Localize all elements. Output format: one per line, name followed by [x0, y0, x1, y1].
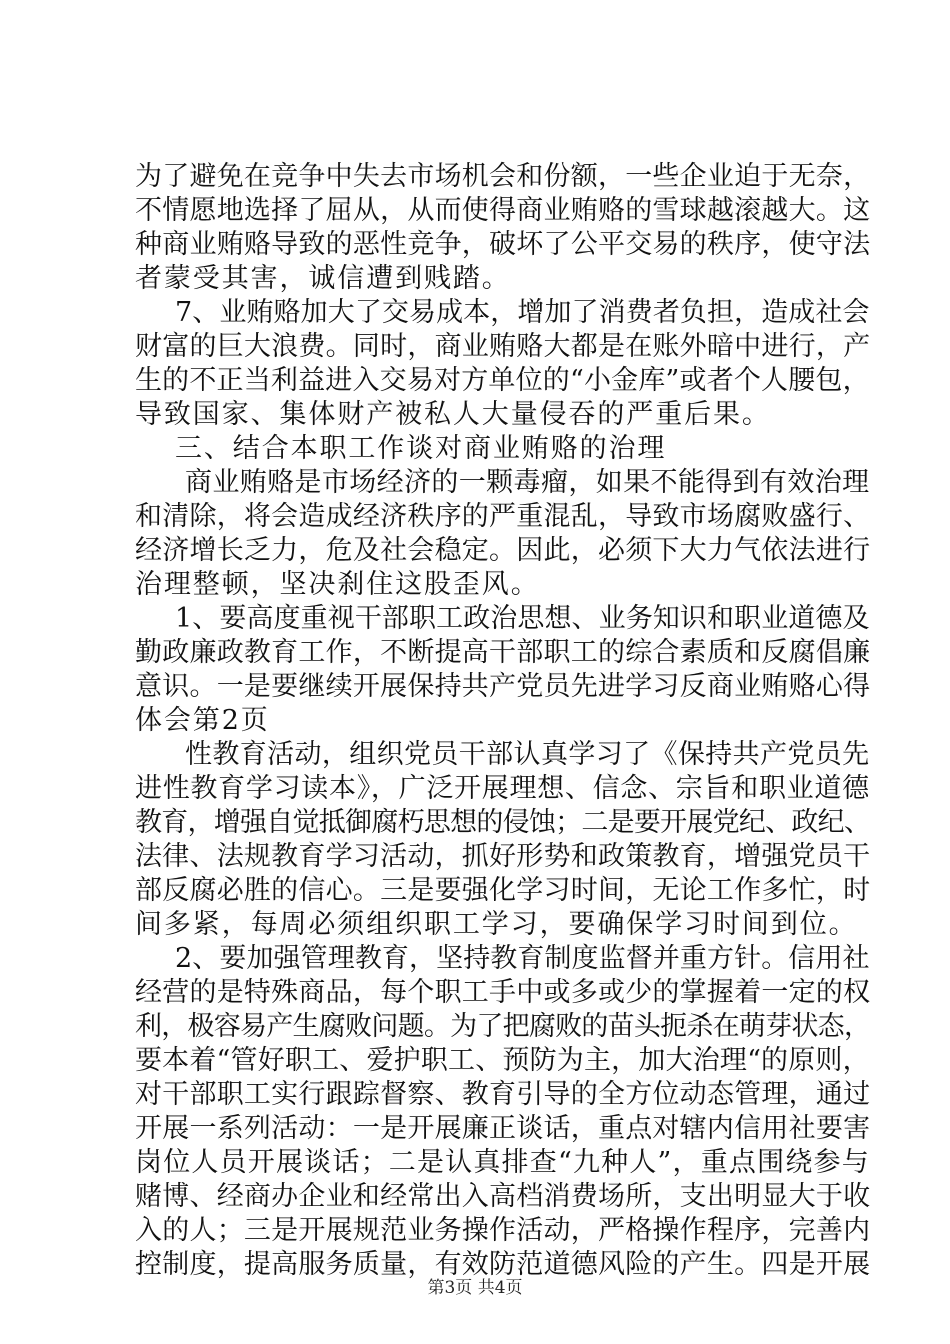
text-line: 教育，增强自觉抵御腐朽思想的侵蚀；二是要开展党纪、政纪、: [135, 807, 871, 838]
text-line: 7、业贿赂加大了交易成本，增加了消费者负担，造成社会: [175, 297, 870, 328]
text-line: 进性教育学习读本》，广泛开展理想、信念、宗旨和职业道德: [135, 773, 870, 804]
text-line: 1、要高度重视干部职工政治思想、业务知识和职业道德及: [175, 603, 870, 634]
text-line: 经济增长乏力，危及社会稳定。因此，必须下大力气依法进行: [135, 535, 871, 566]
text-line: 导致国家、集体财产被私人大量侵吞的严重后果。: [135, 399, 771, 430]
text-line: 经营的是特殊商品，每个职工手中或多或少的掌握着一定的权: [135, 977, 871, 1008]
text-line: 利，极容易产生腐败问题。为了把腐败的苗头扼杀在萌芽状态，: [135, 1011, 871, 1042]
text-line: 控制度，提高服务质量，有效防范道德风险的产生。四是开展: [135, 1249, 871, 1280]
text-line: 意识。一是要继续开展保持共产党员先进学习反商业贿赂心得: [135, 671, 871, 702]
text-line: 间多紧，每周必须组织职工学习，要确保学习时间到位。: [135, 909, 858, 940]
text-line: 法律、法规教育学习活动，抓好形势和政策教育，增强党员干: [135, 841, 871, 872]
text-line: 财富的巨大浪费。同时，商业贿赂大都是在账外暗中进行，产: [135, 331, 871, 362]
text-line: 者蒙受其害，诚信遭到贱踏。: [135, 263, 511, 294]
text-line: 2、要加强管理教育，坚持教育制度监督并重方针。信用社: [175, 943, 870, 974]
text-line: 和清除，将会造成经济秩序的严重混乱，导致市场腐败盛行、: [135, 501, 871, 532]
text-line: 体会第2页: [135, 705, 270, 736]
section-heading: 三、结合本职工作谈对商业贿赂的治理: [175, 433, 667, 464]
page-number-footer: 第3页 共4页: [427, 1278, 523, 1298]
text-line: 种商业贿赂导致的恶性竞争，破坏了公平交易的秩序，使守法: [135, 229, 871, 260]
text-line: 岗位人员开展谈话；二是认真排查“九种人”，重点围绕参与: [135, 1147, 870, 1178]
text-line: 勤政廉政教育工作，不断提高干部职工的综合素质和反腐倡廉: [135, 637, 871, 668]
text-line: 为了避免在竞争中失去市场机会和份额，一些企业迫于无奈，: [135, 161, 871, 192]
text-line: 部反腐必胜的信心。三是要强化学习时间，无论工作多忙，时: [135, 875, 871, 906]
text-line: 开展一系列活动：一是开展廉正谈话，重点对辖内信用社要害: [135, 1113, 871, 1144]
text-line: 治理整顿，坚决刹住这股歪风。: [135, 569, 540, 600]
text-line: 入的人；三是开展规范业务操作活动，严格操作程序，完善内: [135, 1215, 871, 1246]
text-line: 生的不正当利益进入交易对方单位的“小金库”或者个人腰包，: [135, 365, 870, 396]
text-line: 商业贿赂是市场经济的一颗毒瘤，如果不能得到有效治理: [185, 467, 870, 498]
text-line: 要本着“管好职工、爱护职工、预防为主，加大治理“的原则，: [135, 1045, 870, 1076]
text-line: 性教育活动，组织党员干部认真学习了《保持共产党员先: [185, 739, 870, 770]
text-line: 赌博、经商办企业和经常出入高档消费场所，支出明显大于收: [135, 1181, 871, 1212]
text-line: 对干部职工实行跟踪督察、教育引导的全方位动态管理，通过: [135, 1079, 871, 1110]
text-line: 不情愿地选择了屈从，从而使得商业贿赂的雪球越滚越大。这: [135, 195, 871, 226]
